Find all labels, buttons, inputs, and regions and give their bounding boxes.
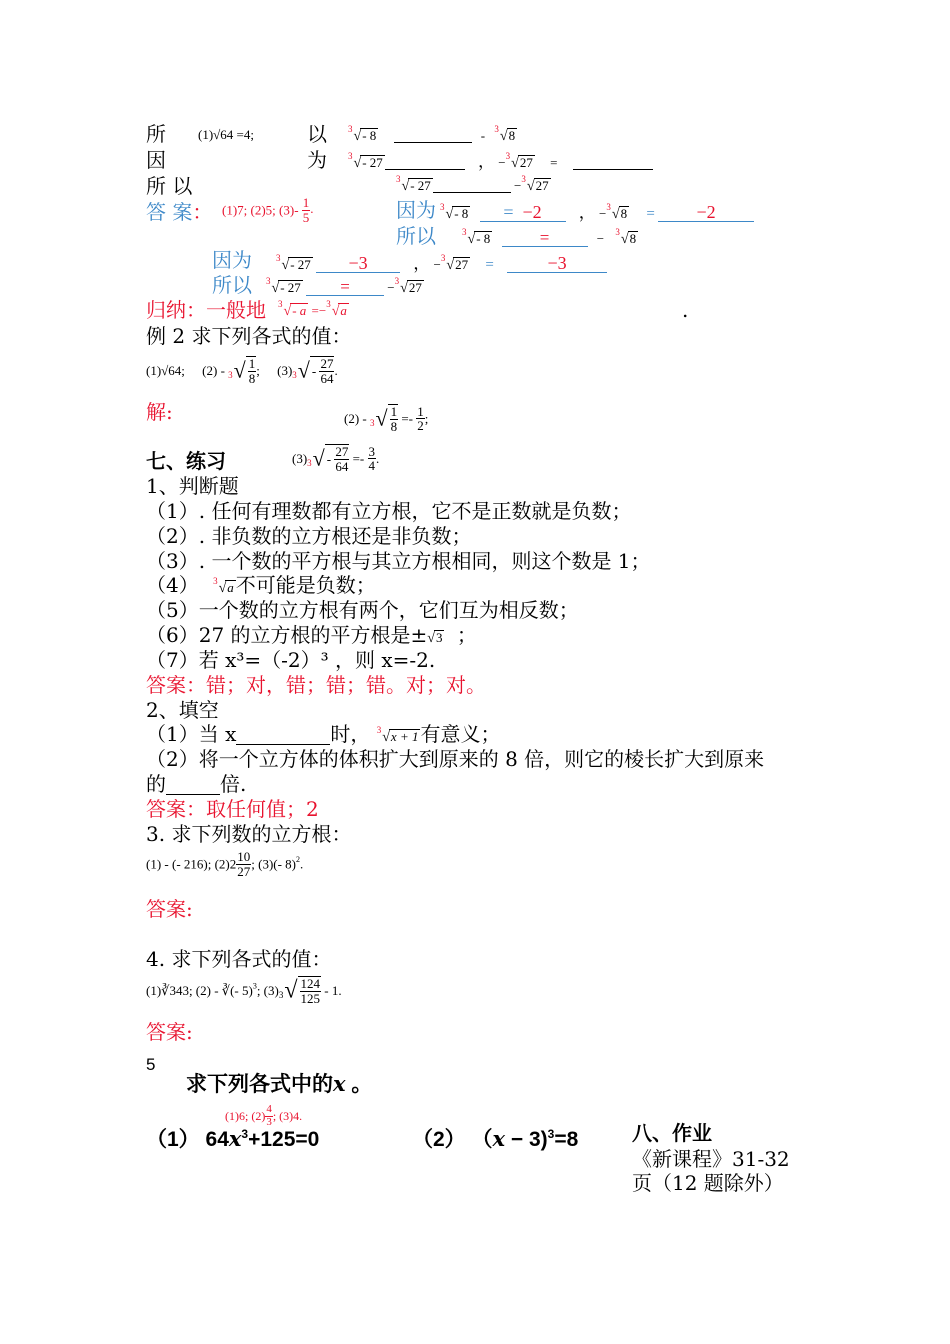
answer1-suoyi: 所以: [396, 224, 436, 248]
homework-line2: 页（12 题除外）: [632, 1171, 784, 1195]
answer1-line1-formula: $^3$√- 8 = −2 ， −$^3$√8 = −2: [440, 203, 754, 222]
judge-answer: 答案：错；对，错；错；错。对；对。: [146, 673, 486, 697]
intro-line2-label: 因: [146, 148, 166, 172]
guina-formula: $^3$√- a =−$^3$√a: [278, 299, 347, 319]
q3-answer: 答案:: [146, 897, 193, 921]
guina-dot: .: [682, 298, 689, 322]
q5-equation-2: （2） （x − 3)$^3$=8: [412, 1126, 579, 1151]
example2-jie: 解:: [146, 400, 173, 424]
answer1-line4-formula: $^3$√- 27 = −$^3$√27: [266, 276, 422, 296]
q5-number: 5: [146, 1055, 156, 1074]
judge-item-4: （4） $^3$√a 不可能是负数；: [146, 573, 376, 597]
judge-item-7: （7）若 x³=（-2）³ ，则 x=-2.: [146, 648, 436, 672]
example2-expressions: (1)√64; (2) - $_3$√ $\frac{1}{8}$ ; $(3)_3√$ - $\frac{27}{64}$ .: [146, 356, 338, 386]
judge-item-3: （3）. 一个数的平方根与其立方根相同，则这个数是 1；: [146, 549, 651, 573]
intro-line2-formula: $^3$√- 27 ， −$^3$√27 =: [348, 153, 653, 171]
answer1-label: 答 案：: [146, 200, 213, 224]
judge-item-6: （6）27 的立方根的平方根是±√3 ；: [146, 623, 477, 647]
example2-solution-2: (2) - $_3$√ $\frac{1}{8}$ =- $\frac{1}{2}$ ;: [344, 403, 429, 434]
q5-answer: (1)6; (2) $\frac{4}{3}$ ; (3)4.: [225, 1103, 303, 1128]
q5-equation-1: （1） $64x^3+125=0$: [146, 1126, 320, 1151]
intro-line3-formula: $^3$√- 27 −$^3$√27: [396, 174, 549, 194]
q3-title: 3. 求下列数的立方根：: [146, 822, 352, 846]
q3-expressions: (1) - (- 216); (2)2 $\frac{10}{27}$ ; (3)(- 8)$^2$.: [146, 849, 304, 879]
judge-item-2: （2）. 非负数的立方根还是非负数；: [146, 524, 472, 548]
homework-heading: 八、作业: [632, 1121, 712, 1145]
judge-title: 1、判断题: [146, 474, 239, 498]
q4-expressions: (1)∛343; (2) - ∛(- 5)$^3$; $(3)_3√$ $\frac{124}{125}$ - 1.: [146, 976, 342, 1006]
intro-line2-word: 为: [307, 148, 327, 172]
answer1-values: (1)7; (2)5; (3)- $\frac{1}{5}$ .: [222, 195, 314, 225]
fill-title: 2、填空: [146, 698, 219, 722]
answer1-yinwei2: 因为: [212, 248, 252, 272]
answer1-line2-formula: $^3$√- 8 = − $^3$√8: [462, 227, 637, 247]
example2-title: 例 2 求下列各式的值：: [146, 324, 352, 348]
intro-line1-formula: $^3$√- 8 - $^3$√8: [348, 124, 516, 144]
judge-item-1: （1）. 任何有理数都有立方根，它不是正数就是负数；: [146, 499, 632, 523]
fill-item-2a: （2）将一个立方体的体积扩大到原来的 8 倍，则它的棱长扩大到原来: [146, 747, 765, 771]
fill-answer: 答案：取任何值；2: [146, 797, 319, 821]
answer1-yinwei: 因为: [396, 198, 436, 222]
intro-line1-example: (1)√64 =4;: [198, 127, 254, 142]
fill-item-2b: 的 倍.: [146, 772, 247, 796]
practice-heading: 七、练习: [146, 449, 226, 473]
fill-item-1: （1）当 x 时， $^3$√x + 1 有意义；: [146, 722, 501, 746]
q4-title: 4. 求下列各式的值：: [146, 947, 332, 971]
judge-item-5: （5）一个数的立方根有两个，它们互为相反数；: [146, 598, 579, 622]
homework-line1: 《新课程》31-32: [632, 1147, 790, 1171]
answer1-suoyi2: 所以: [212, 273, 252, 297]
example2-solution-3: $(3)_3√$ - $\frac{27}{64}$ =- $\frac{3}{4}$ .: [292, 443, 380, 474]
guina-label: 归纳：一般地: [146, 298, 266, 322]
q5-title: 求下列各式中的x 。: [186, 1071, 373, 1096]
intro-line1: 所: [146, 122, 166, 146]
answer1-line3-formula: $^3$√- 27 −3 ， −$^3$√27 = −3: [276, 254, 607, 273]
intro-line1-word: 以: [307, 122, 327, 146]
intro-line3-label: 所 以: [146, 174, 193, 198]
q4-answer: 答案:: [146, 1020, 193, 1044]
